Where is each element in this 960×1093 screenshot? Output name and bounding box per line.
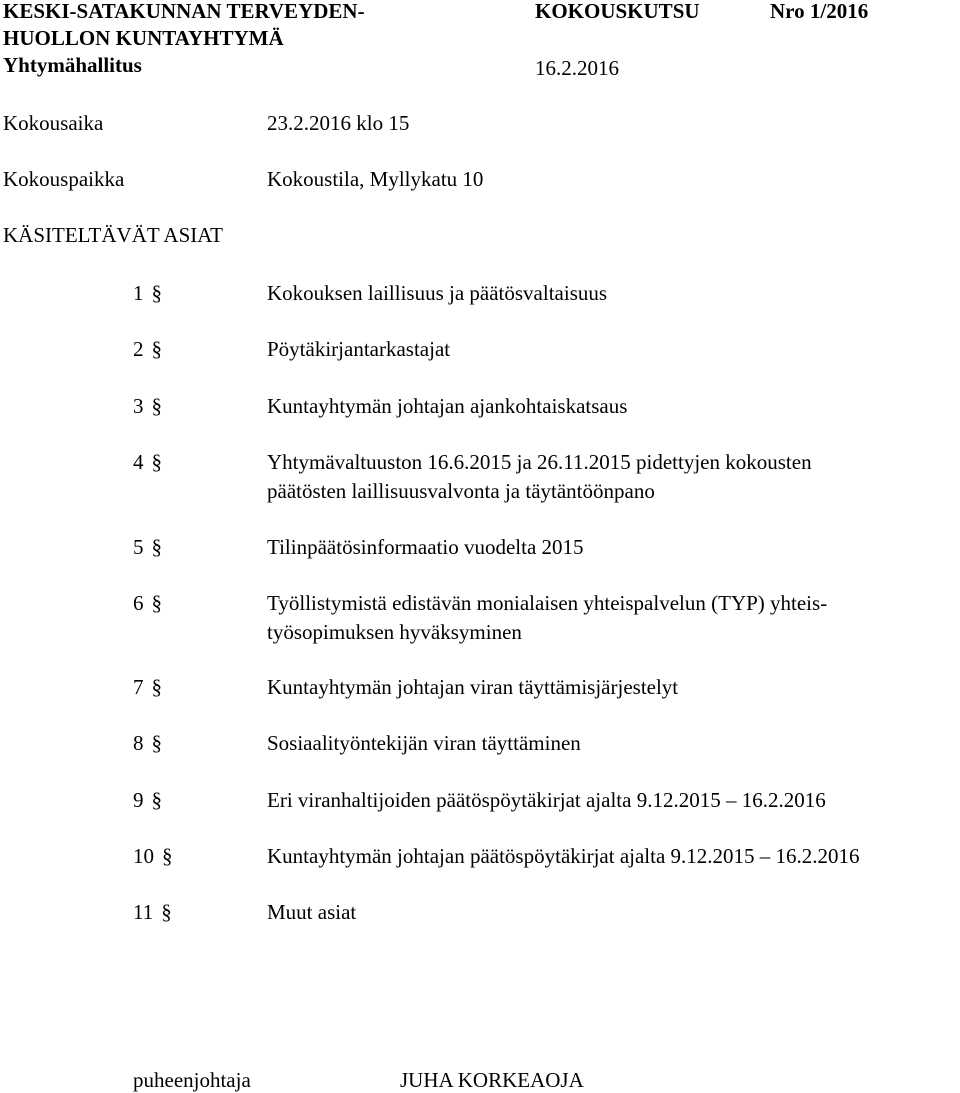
section-sign: §: [151, 394, 162, 418]
agenda-item-title-line2: päätösten laillisuusvalvonta ja täytäntöönpano: [267, 479, 655, 503]
governing-body: Yhtymähallitus: [3, 53, 142, 77]
document-number: Nro 1/2016: [770, 0, 869, 23]
agenda-item-number: 5: [133, 535, 144, 559]
document-type: KOKOUSKUTSU: [535, 0, 700, 23]
meeting-place-value: Kokoustila, Myllykatu 10: [267, 167, 484, 191]
agenda-item-title: Tilinpäätösinformaatio vuodelta 2015: [267, 535, 584, 559]
signature-name: JUHA KORKEAOJA: [400, 1068, 584, 1092]
meeting-time-label: Kokousaika: [3, 111, 104, 135]
document-date: 16.2.2016: [535, 56, 619, 80]
agenda-item-number: 9: [133, 788, 144, 812]
agenda-item-number: 3: [133, 394, 144, 418]
agenda-item-number: 4: [133, 450, 144, 474]
agenda-item-title: Kuntayhtymän johtajan päätöspöytäkirjat ajalta 9.12.2015 – 16.2.2016: [267, 844, 860, 868]
agenda-item-title-line1: Yhtymävaltuuston 16.6.2015 ja 26.11.2015 pidettyjen kokousten: [267, 450, 812, 474]
agenda-item-number: 11: [133, 900, 154, 924]
agenda-item-title: Muut asiat: [267, 900, 357, 924]
signature-role: puheenjohtaja: [133, 1068, 251, 1092]
agenda-item-number: 2: [133, 337, 144, 361]
agenda-item-title-line2: työsopimuksen hyväksyminen: [267, 620, 522, 644]
section-sign: §: [151, 281, 162, 305]
section-sign: §: [151, 591, 162, 615]
section-sign: §: [151, 535, 162, 559]
agenda-item-number: 6: [133, 591, 144, 615]
agenda-item-number: 7: [133, 675, 144, 699]
agenda-item-title: Sosiaalityöntekijän viran täyttäminen: [267, 731, 581, 755]
agenda-item-title: Eri viranhaltijoiden päätöspöytäkirjat ajalta 9.12.2015 – 16.2.2016: [267, 788, 826, 812]
section-sign: §: [151, 675, 162, 699]
agenda-item-title-line1: Työllistymistä edistävän monialaisen yhteispalvelun (TYP) yhteis-: [267, 591, 828, 615]
organization-name-line1: KESKI-SATAKUNNAN TERVEYDEN-: [3, 0, 365, 23]
section-sign: §: [151, 788, 162, 812]
agenda-heading: KÄSITELTÄVÄT ASIAT: [3, 223, 223, 247]
agenda-item-number: 10: [133, 844, 154, 868]
agenda-item-title: Kuntayhtymän johtajan ajankohtaiskatsaus: [267, 394, 628, 418]
section-sign: §: [161, 900, 172, 924]
section-sign: §: [151, 450, 162, 474]
section-sign: §: [162, 844, 173, 868]
section-sign: §: [151, 337, 162, 361]
agenda-item-title: Kuntayhtymän johtajan viran täyttämisjärjestelyt: [267, 675, 679, 699]
agenda-item-title: Kokouksen laillisuus ja päätösvaltaisuus: [267, 281, 608, 305]
organization-name-line2: HUOLLON KUNTAYHTYMÄ: [3, 26, 284, 50]
agenda-item-number: 1: [133, 281, 144, 305]
meeting-place-label: Kokouspaikka: [3, 167, 125, 191]
agenda-item-title: Pöytäkirjantarkastajat: [267, 337, 451, 361]
meeting-time-value: 23.2.2016 klo 15: [267, 111, 410, 135]
section-sign: §: [151, 731, 162, 755]
agenda-item-number: 8: [133, 731, 144, 755]
